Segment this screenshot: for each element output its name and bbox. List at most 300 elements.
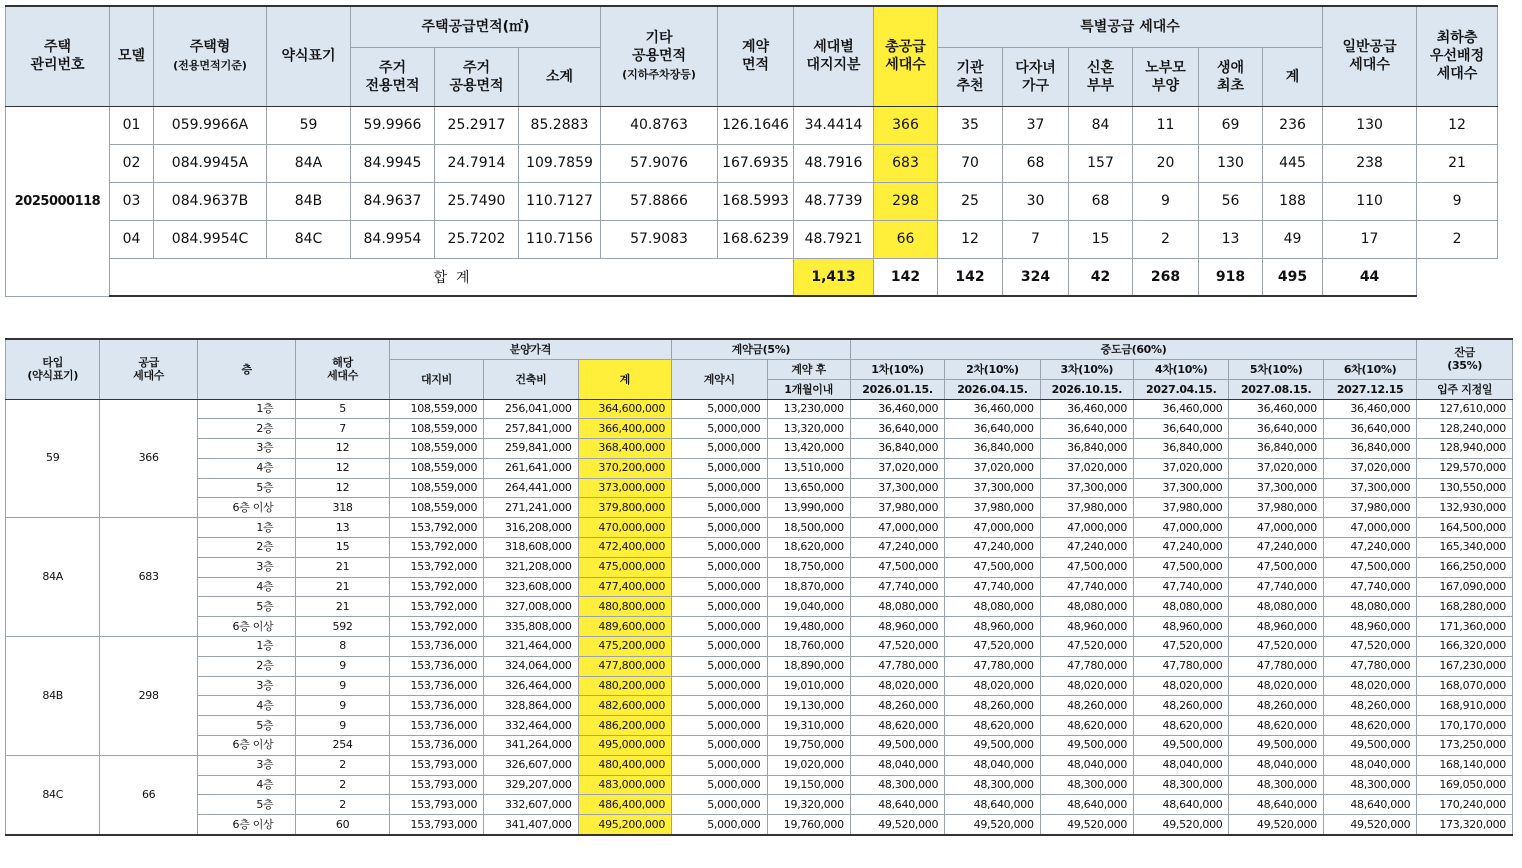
table-cell: 9 [296,696,389,716]
table-cell: 495,000,000 [578,736,671,756]
table-cell: 48,040,000 [1134,755,1229,775]
total-row [6,258,1498,296]
mgmt-no-cell: 2025000118 [6,106,110,296]
table-cell: 36,460,000 [1229,399,1323,419]
table-cell: 47,240,000 [1323,538,1416,558]
table-row [6,419,1513,439]
table-cell: 486,400,000 [578,795,671,815]
table-cell: 326,464,000 [484,676,578,696]
col-header-subtotal: 소계 [519,47,601,106]
table-cell: 47,740,000 [1229,577,1323,597]
table-cell: 366 [874,106,938,144]
table-cell: 47,740,000 [1134,577,1229,597]
table-cell: 12 [296,458,389,478]
table-cell: 3층 [197,439,295,459]
table-cell: 37,980,000 [945,498,1040,518]
col-header-date-1: 2026.01.15. [850,379,944,399]
table-cell: 166,250,000 [1417,557,1513,577]
table-cell: 167,230,000 [1417,656,1513,676]
table-cell: 01 [110,106,154,144]
table-cell: 165,340,000 [1417,538,1513,558]
table-cell: 84.9637 [351,182,435,220]
table-cell: 5,000,000 [672,597,767,617]
table-cell: 5 [296,399,389,419]
table-cell: 11 [1133,106,1199,144]
table-cell: 24.7914 [435,144,519,182]
table-cell: 332,607,000 [484,795,578,815]
total-cell: 142 [874,258,938,296]
table-cell: 13,990,000 [767,498,850,518]
table-row [6,736,1513,756]
table-cell: 257,841,000 [484,419,578,439]
table-cell: 48,300,000 [1323,775,1416,795]
table-row [6,656,1513,676]
col-header-other-common: 기타 공용면적 (지하주차장등) [601,6,718,106]
col-header-date-4: 2027.04.15. [1134,379,1229,399]
table-cell: 321,208,000 [484,557,578,577]
table-cell: 6층 이상 [197,736,295,756]
table-cell: 47,240,000 [1134,538,1229,558]
table-cell: 475,200,000 [578,637,671,657]
table-cell: 495,200,000 [578,815,671,835]
table-cell: 164,500,000 [1417,518,1513,538]
type-cell: 84C [6,755,100,835]
col-header-interim-5: 5차(10%) [1229,359,1323,379]
table-cell: 49,520,000 [1134,815,1229,835]
table-cell: 153,792,000 [389,538,483,558]
table-cell: 1층 [197,518,295,538]
table-cell: 256,041,000 [484,399,578,419]
table-cell: 126.1646 [718,106,794,144]
table-cell: 69 [1199,106,1263,144]
table-cell: 25.7490 [435,182,519,220]
table-row [6,439,1513,459]
table-cell: 59.9966 [351,106,435,144]
table-cell: 130,550,000 [1417,478,1513,498]
table-row [6,182,1498,220]
table-row [6,815,1513,835]
table-cell: 85.2883 [519,106,601,144]
table-cell: 47,740,000 [1040,577,1133,597]
total-cell: 268 [1133,258,1199,296]
table-cell: 9 [296,656,389,676]
table-cell: 5,000,000 [672,696,767,716]
table-cell: 47,780,000 [1323,656,1416,676]
table-cell: 483,000,000 [578,775,671,795]
table-cell: 108,559,000 [389,419,483,439]
table-cell: 49,520,000 [1229,815,1323,835]
table-cell: 48,260,000 [945,696,1040,716]
col-header-interim-4: 4차(10%) [1134,359,1229,379]
table-cell: 316,208,000 [484,518,578,538]
table-cell: 57.9076 [601,144,718,182]
table-cell: 298 [874,182,938,220]
table-cell: 109.7859 [519,144,601,182]
table-cell: 37,980,000 [1323,498,1416,518]
table-cell: 84.9954 [351,220,435,258]
table-cell: 48,300,000 [1134,775,1229,795]
col-header-deposit-after-sub: 1개월이내 [767,379,850,399]
table-cell: 48,960,000 [1134,617,1229,637]
table-cell: 37,980,000 [1040,498,1133,518]
table-cell: 56 [1199,182,1263,220]
table-cell: 445 [1263,144,1323,182]
table-cell: 37,300,000 [850,478,944,498]
table-cell: 48,080,000 [850,597,944,617]
table-cell: 02 [110,144,154,182]
type-cell: 59 [6,399,100,518]
table-cell: 48,040,000 [850,755,944,775]
table-cell: 70 [938,144,1003,182]
table-cell: 40.8763 [601,106,718,144]
table-row [6,755,1513,775]
col-header-deposit-at: 계약시 [672,359,767,399]
table-row [6,557,1513,577]
col-header-res-common: 주거 공용면적 [435,47,519,106]
table-cell: 48,620,000 [1229,716,1323,736]
table-row [6,775,1513,795]
table-cell: 683 [874,144,938,182]
table-cell: 47,500,000 [945,557,1040,577]
table-cell: 25.2917 [435,106,519,144]
col-header-date-6: 2027.12.15 [1323,379,1416,399]
table-cell: 49 [1263,220,1323,258]
table-cell: 18,620,000 [767,538,850,558]
col-header-general-supply: 일반공급 세대수 [1323,6,1417,106]
col-header-sp-institution: 기관 추천 [938,47,1003,106]
table-cell: 153,792,000 [389,597,483,617]
table-cell: 36,840,000 [850,439,944,459]
table-cell: 37,020,000 [1323,458,1416,478]
table-cell: 49,520,000 [1040,815,1133,835]
table-cell: 60 [296,815,389,835]
table-cell: 238 [1323,144,1417,182]
table-cell: 128,240,000 [1417,419,1513,439]
table-row [6,696,1513,716]
table-cell: 48,020,000 [945,676,1040,696]
table-cell: 168.6239 [718,220,794,258]
table-cell: 48,640,000 [1134,795,1229,815]
col-header-land-share: 세대별 대지지분 [794,6,874,106]
table-cell: 48,020,000 [1134,676,1229,696]
table-cell: 47,740,000 [945,577,1040,597]
table-cell: 47,000,000 [1134,518,1229,538]
col-header-deposit-after: 계약 후 [767,359,850,379]
table-cell: 108,559,000 [389,399,483,419]
table-cell: 171,360,000 [1417,617,1513,637]
table-cell: 47,520,000 [1229,637,1323,657]
table-row [6,716,1513,736]
table-cell: 84B [267,182,351,220]
table-row [6,518,1513,538]
table-cell: 327,008,000 [484,597,578,617]
table-cell: 15 [296,538,389,558]
table-cell: 47,500,000 [850,557,944,577]
table-cell: 335,808,000 [484,617,578,637]
table-cell: 153,736,000 [389,736,483,756]
col-header-units: 해당 세대수 [296,339,389,399]
table-cell: 49,500,000 [1229,736,1323,756]
table-cell: 47,500,000 [1323,557,1416,577]
table-cell: 2층 [197,419,295,439]
table-cell: 153,736,000 [389,637,483,657]
table-cell: 13,420,000 [767,439,850,459]
table-cell: 170,170,000 [1417,716,1513,736]
table-cell: 48,960,000 [945,617,1040,637]
table-cell: 21 [296,597,389,617]
table-cell: 153,793,000 [389,755,483,775]
table-cell: 368,400,000 [578,439,671,459]
supply-cell: 298 [100,637,197,756]
table-cell: 48,300,000 [945,775,1040,795]
table-cell: 47,520,000 [1323,637,1416,657]
table-cell: 36,460,000 [1040,399,1133,419]
table-cell: 48,040,000 [1040,755,1133,775]
total-cell: 42 [1069,258,1133,296]
table-cell: 47,500,000 [1134,557,1229,577]
col-header-sale-price: 분양가격 [389,339,671,359]
col-header-mgmt-no: 주택 관리번호 [6,6,110,106]
table-cell: 84 [1069,106,1133,144]
table-cell: 318 [296,498,389,518]
table-cell: 18,500,000 [767,518,850,538]
table-cell: 2 [296,795,389,815]
table-cell: 48,620,000 [945,716,1040,736]
col-header-interim-3: 3차(10%) [1040,359,1133,379]
table-cell: 489,600,000 [578,617,671,637]
table-cell: 470,000,000 [578,518,671,538]
table-cell: 110.7156 [519,220,601,258]
table-cell: 48,620,000 [850,716,944,736]
supply-summary-table [5,5,1498,297]
table-cell: 5,000,000 [672,676,767,696]
col-header-balance: 잔금 (35%) [1417,339,1513,379]
table-cell: 167,090,000 [1417,577,1513,597]
table-cell: 5,000,000 [672,815,767,835]
table-cell: 13,510,000 [767,458,850,478]
table-row [6,144,1498,182]
table-cell: 37,020,000 [850,458,944,478]
table-cell: 48,080,000 [1134,597,1229,617]
table-cell: 37,300,000 [1040,478,1133,498]
table-cell: 34.4414 [794,106,874,144]
table-cell: 472,400,000 [578,538,671,558]
col-header-sp-sum: 계 [1263,47,1323,106]
table-cell: 153,793,000 [389,815,483,835]
col-header-date-5: 2027.08.15. [1229,379,1323,399]
table-cell: 37,020,000 [1040,458,1133,478]
table-cell: 47,520,000 [1134,637,1229,657]
table-cell: 329,207,000 [484,775,578,795]
table-cell: 12 [296,439,389,459]
table-cell: 37,020,000 [1229,458,1323,478]
table-cell: 9 [296,716,389,736]
table-cell: 332,464,000 [484,716,578,736]
total-cell: 495 [1263,258,1323,296]
table-cell: 37,300,000 [945,478,1040,498]
table-cell: 37,020,000 [945,458,1040,478]
table-cell: 37,300,000 [1229,478,1323,498]
table-cell: 04 [110,220,154,258]
table-cell: 17 [1323,220,1417,258]
table-cell: 477,800,000 [578,656,671,676]
table-cell: 108,559,000 [389,458,483,478]
type-cell: 84B [6,637,100,756]
table-cell: 13 [1199,220,1263,258]
table-cell: 324,064,000 [484,656,578,676]
table-cell: 130 [1323,106,1417,144]
table-cell: 2 [1133,220,1199,258]
col-header-total-supply: 총공급 세대수 [874,6,938,106]
table-cell: 13,650,000 [767,478,850,498]
total-cell: 1,413 [794,258,874,296]
table-cell: 35 [938,106,1003,144]
table-cell: 5,000,000 [672,399,767,419]
table-cell: 477,400,000 [578,577,671,597]
table-cell: 48,620,000 [1134,716,1229,736]
table-cell: 48,020,000 [1040,676,1133,696]
table-cell: 379,800,000 [578,498,671,518]
table-cell: 48,260,000 [850,696,944,716]
table-cell: 48,960,000 [1323,617,1416,637]
col-header-special-supply: 특별공급 세대수 [938,6,1323,47]
table-cell: 37,980,000 [1134,498,1229,518]
table-cell: 48,080,000 [945,597,1040,617]
table-cell: 153,793,000 [389,775,483,795]
table-cell: 48,640,000 [1229,795,1323,815]
table-cell: 48,040,000 [1323,755,1416,775]
table-cell: 170,240,000 [1417,795,1513,815]
table-row [6,498,1513,518]
table-cell: 48,640,000 [1323,795,1416,815]
table-cell: 4층 [197,577,295,597]
table-cell: 168,140,000 [1417,755,1513,775]
table-cell: 47,500,000 [1229,557,1323,577]
table-cell: 48,020,000 [1323,676,1416,696]
table-cell: 323,608,000 [484,577,578,597]
table-cell: 110 [1323,182,1417,220]
col-header-lowest-floor: 최하층 우선배정 세대수 [1417,6,1498,106]
table-cell: 48,260,000 [1323,696,1416,716]
table-cell: 7 [1003,220,1069,258]
table-cell: 254 [296,736,389,756]
table-row [6,676,1513,696]
table-cell: 19,750,000 [767,736,850,756]
table-cell: 15 [1069,220,1133,258]
table-cell: 153,736,000 [389,676,483,696]
table-cell: 5,000,000 [672,557,767,577]
table-cell: 2층 [197,656,295,676]
table-cell: 108,559,000 [389,439,483,459]
table-cell: 37,980,000 [1229,498,1323,518]
table-cell: 9 [1417,182,1498,220]
table-cell: 49,500,000 [945,736,1040,756]
table-cell: 3층 [197,755,295,775]
table-cell: 13 [296,518,389,538]
table-cell: 084.9954C [154,220,267,258]
sale-price-table [5,338,1513,836]
table-cell: 48,080,000 [1040,597,1133,617]
table-cell: 49,520,000 [1323,815,1416,835]
table-cell: 366,400,000 [578,419,671,439]
table-cell: 321,464,000 [484,637,578,657]
table-row [6,458,1513,478]
total-cell: 142 [938,258,1003,296]
table-cell: 261,641,000 [484,458,578,478]
table-cell: 19,150,000 [767,775,850,795]
table-cell: 84C [267,220,351,258]
table-cell: 173,250,000 [1417,736,1513,756]
table-cell: 36,840,000 [1134,439,1229,459]
table-cell: 2 [296,755,389,775]
table-cell: 1층 [197,399,295,419]
table-cell: 18,750,000 [767,557,850,577]
table-cell: 5,000,000 [672,439,767,459]
table-cell: 5,000,000 [672,795,767,815]
table-cell: 48.7916 [794,144,874,182]
table-cell: 47,240,000 [945,538,1040,558]
table-cell: 373,000,000 [578,478,671,498]
table-cell: 19,310,000 [767,716,850,736]
table-cell: 47,780,000 [1229,656,1323,676]
table-cell: 48,040,000 [945,755,1040,775]
table-cell: 48,260,000 [1134,696,1229,716]
table-cell: 36,460,000 [945,399,1040,419]
table-cell: 48,620,000 [1323,716,1416,736]
table-cell: 236 [1263,106,1323,144]
table-cell: 341,407,000 [484,815,578,835]
table-cell: 153,792,000 [389,617,483,637]
total-cell: 918 [1199,258,1263,296]
table-cell: 36,840,000 [1323,439,1416,459]
table-cell: 47,240,000 [1229,538,1323,558]
table-row [6,795,1513,815]
table-cell: 36,460,000 [1323,399,1416,419]
table-cell: 4층 [197,458,295,478]
table-cell: 47,740,000 [1323,577,1416,597]
table-cell: 48,960,000 [850,617,944,637]
table-cell: 21 [296,557,389,577]
table-cell: 25 [938,182,1003,220]
table-cell: 4층 [197,775,295,795]
col-header-floor: 층 [197,339,295,399]
table-cell: 475,000,000 [578,557,671,577]
table-cell: 2 [296,775,389,795]
col-header-date-2: 2026.04.15. [945,379,1040,399]
table-cell: 110.7127 [519,182,601,220]
col-header-sp-multichild: 다자녀 가구 [1003,47,1069,106]
col-header-building-cost: 건축비 [484,359,578,399]
table-cell: 30 [1003,182,1069,220]
table-cell: 5,000,000 [672,656,767,676]
table-cell: 36,840,000 [1040,439,1133,459]
table-cell: 480,400,000 [578,755,671,775]
table-cell: 364,600,000 [578,399,671,419]
col-header-sp-firsttime: 생애 최초 [1199,47,1263,106]
supply-cell: 366 [100,399,197,518]
col-header-deposit: 계약금(5%) [672,339,851,359]
table-cell: 482,600,000 [578,696,671,716]
table-cell: 36,840,000 [945,439,1040,459]
table-cell: 25.7202 [435,220,519,258]
table-cell: 153,736,000 [389,656,483,676]
table-cell: 37 [1003,106,1069,144]
table-cell: 47,780,000 [1040,656,1133,676]
table-row [6,597,1513,617]
table-row [6,106,1498,144]
table-cell: 47,240,000 [850,538,944,558]
table-cell: 21 [1417,144,1498,182]
